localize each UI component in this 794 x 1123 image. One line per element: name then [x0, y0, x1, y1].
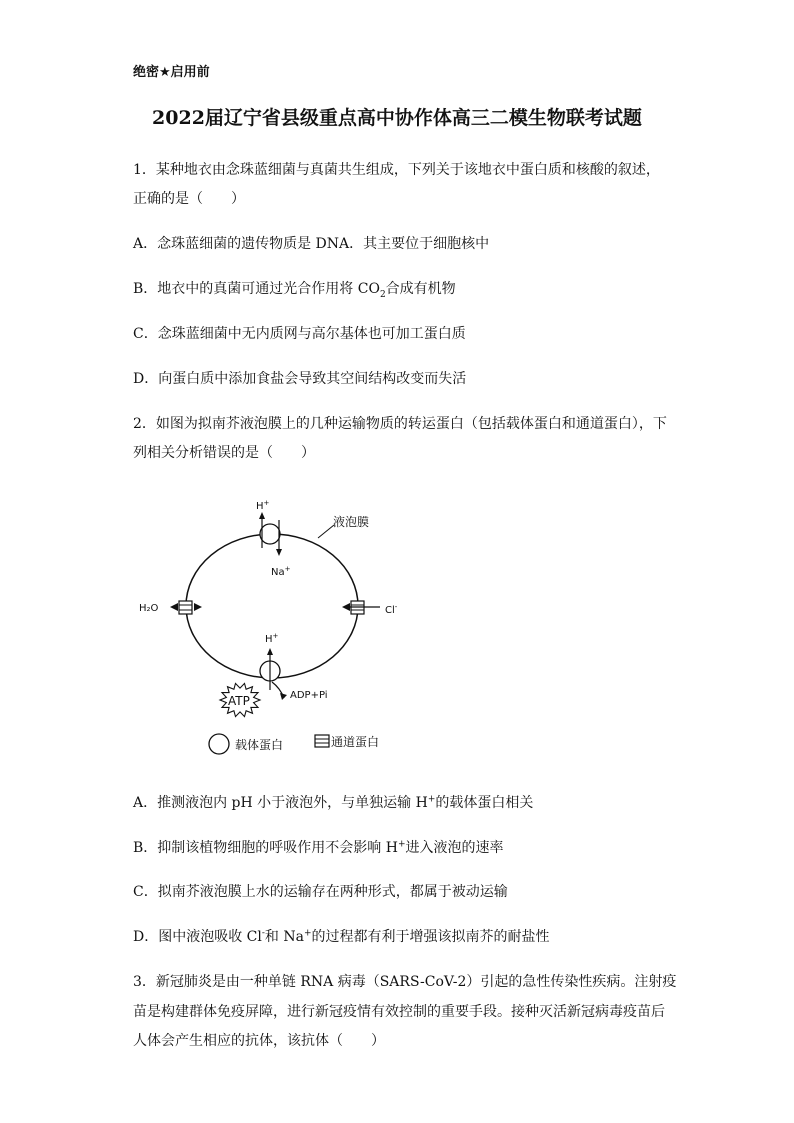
legend-carrier-icon: [209, 734, 229, 754]
q1-option-b-post: 合成有机物: [385, 281, 456, 297]
water-label: H₂O: [139, 603, 159, 614]
na-ion-label: Na+: [271, 565, 291, 578]
q2-option-a: [133, 793, 533, 813]
legend-channel-icon: [315, 735, 329, 747]
q1-option-a: A．念珠蓝细菌的遗传物质是 DNA．其主要位于细胞核中: [133, 236, 490, 252]
arrow-icon: [280, 693, 287, 700]
q1-stem-line1: 1．某种地衣由念珠蓝细菌与真菌共生组成，下列关于该地衣中蛋白质和核酸的叙述，: [133, 162, 660, 178]
q2-option-d-post: 的过程都有利于增强该拟南芥的耐盐性: [311, 929, 550, 945]
q2-option-b: [133, 838, 504, 858]
q2-option-d-sup2: +: [303, 928, 312, 939]
arrow-right-icon: [194, 603, 202, 611]
q2-option-c: C．拟南芥液泡膜上水的运输存在两种形式，都属于被动运输: [133, 884, 508, 900]
q2-option-a-post: 的载体蛋白相关: [435, 795, 534, 811]
arrow-left-icon: [170, 603, 178, 611]
chloride-label: Cl-: [385, 603, 398, 616]
water-channel-protein: [179, 601, 192, 614]
arrow-up-icon: [267, 648, 273, 655]
h-ion-bottom-label: H+: [265, 632, 279, 645]
legend-carrier-label: 载体蛋白: [235, 738, 284, 752]
q2-option-b-sup: +: [397, 839, 406, 850]
q2-option-d-sup1: -: [261, 928, 265, 939]
q1-option-b-pre: B．地衣中的真菌可通过光合作用将 CO: [133, 281, 380, 297]
q1-stem-line2: 正确的是（ ）: [133, 191, 245, 207]
q1-option-b-sub: 2: [379, 289, 386, 300]
q1-option-d: D．向蛋白质中添加食盐会导致其空间结构改变而失活: [133, 371, 467, 387]
q2-stem-line2: 列相关分析错误的是（ ）: [133, 445, 315, 461]
h-ion-top-label: H+: [256, 499, 270, 512]
arrow-up-icon: [259, 512, 265, 519]
q2-stem-line1: 2．如图为拟南芥液泡膜上的几种运输物质的转运蛋白（包括载体蛋白和通道蛋白），下: [133, 416, 667, 432]
vacuole-membrane: [186, 534, 358, 678]
q3-line3: 人体会产生相应的抗体，该抗体（ ）: [133, 1033, 385, 1049]
q1-option-c: C．念珠蓝细菌中无内质网与高尔基体也可加工蛋白质: [133, 326, 466, 342]
q2-option-a-pre: A．推测液泡内 pH 小于液泡外，与单独运输 H: [133, 795, 428, 811]
q2-option-a-sup: +: [427, 794, 436, 805]
atp-label: ATP: [228, 694, 250, 708]
q2-option-d-mid: 和 Na: [264, 929, 304, 945]
q2-option-d-pre: D．图中液泡吸收 Cl: [133, 929, 262, 945]
adp-label: ADP+Pi: [290, 690, 328, 701]
q2-option-b-pre: B．抑制该植物细胞的呼吸作用不会影响 H: [133, 840, 398, 856]
q2-option-b-post: 进入液泡的速率: [405, 840, 504, 856]
membrane-label: 液泡膜: [333, 515, 370, 529]
legend-channel-label: 通道蛋白: [331, 735, 380, 749]
exam-title: 2022届辽宁省县级重点高中协作体高三二模生物联考试题: [152, 107, 642, 129]
arrow-down-icon: [276, 549, 282, 556]
carrier-protein-top: [260, 524, 280, 544]
q3-line2: 苗是构建群体免疫屏障，进行新冠疫情有效控制的重要手段。接种灭活新冠病毒疫苗后: [133, 1004, 665, 1020]
q2-option-d: [133, 927, 550, 947]
confidential-mark: 绝密★启用前: [133, 65, 210, 80]
q3-line1: 3．新冠肺炎是由一种单链 RNA 病毒（SARS-CoV-2）引起的急性传染性疾病。注射疫: [133, 974, 677, 990]
arrow-left-icon: [342, 603, 350, 611]
